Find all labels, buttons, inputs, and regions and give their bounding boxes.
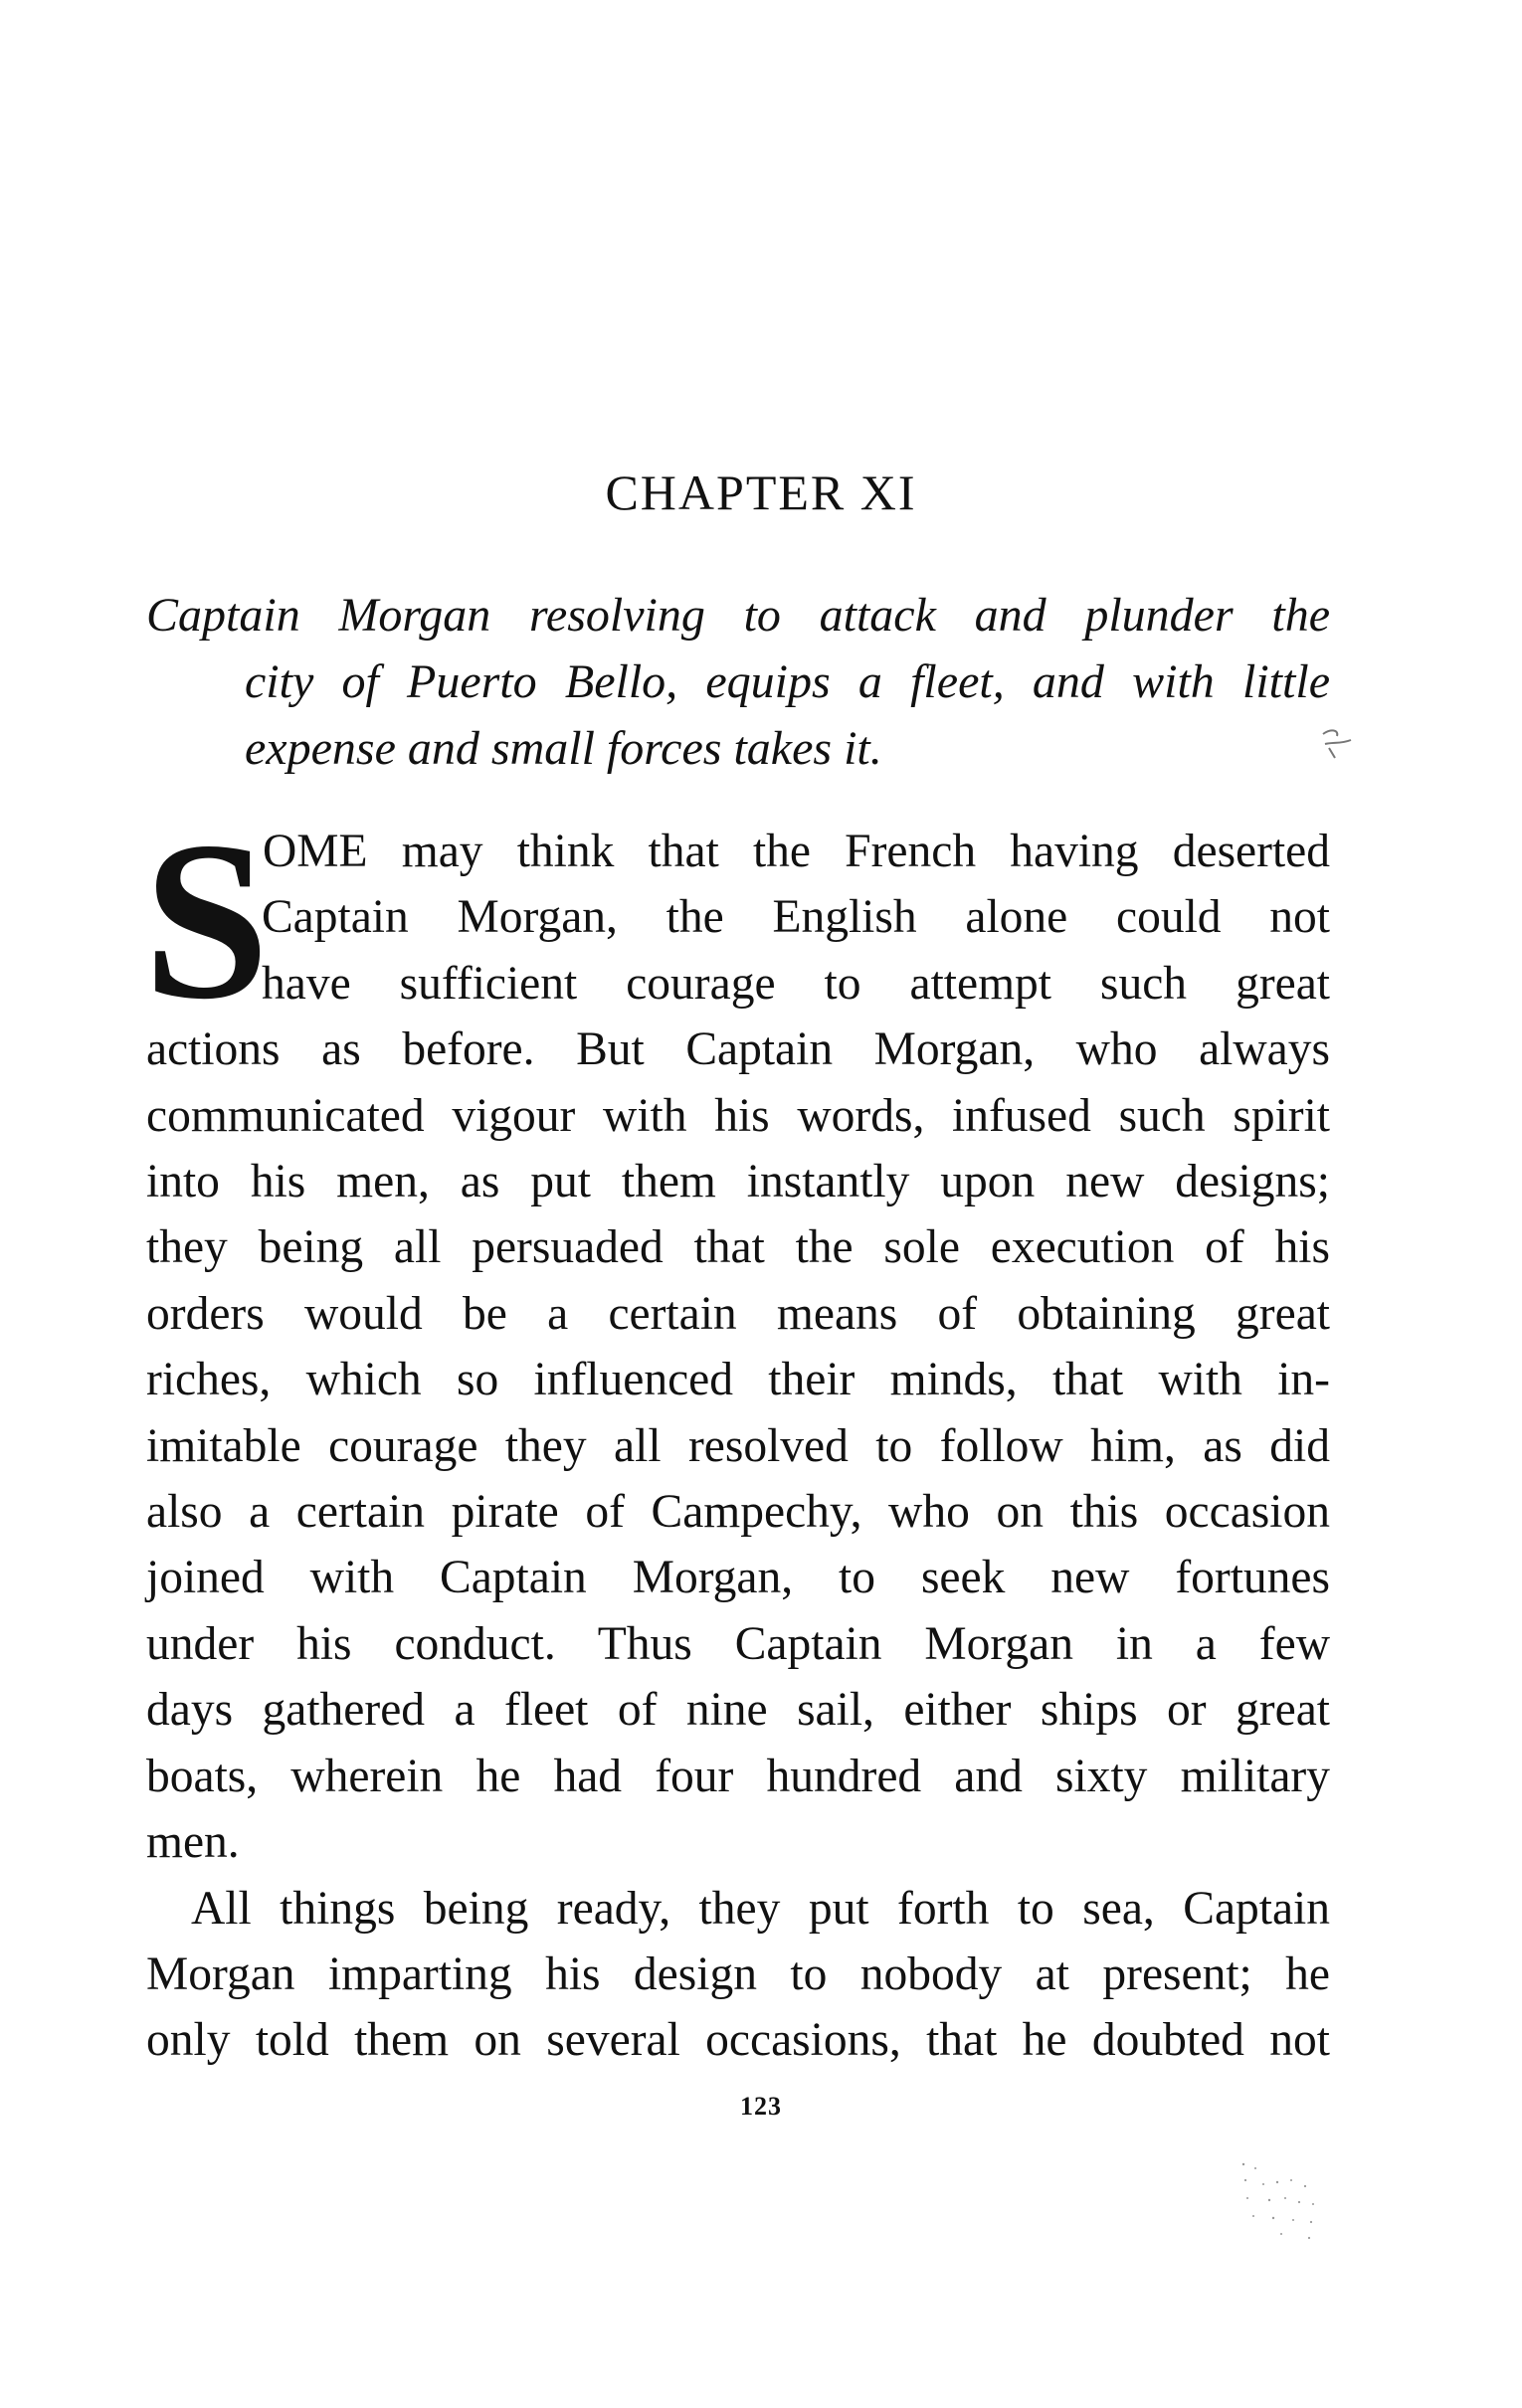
text-line: days gathered a fleet of nine sail, either ships or great [146,1684,1330,1737]
text-line: also a certain pirate of Campechy, who on this occasion [146,1486,1330,1539]
summary-line: expense and small forces takes it. [245,722,882,775]
summary-line: Captain Morgan resolving to attack and plunder the [146,589,1330,642]
text-line: Morgan imparting his design to nobody at present; he [146,1947,1330,2000]
text-line: under his conduct. Thus Captain Morgan in a few [146,1617,1330,1670]
page-number: 123 [740,2092,782,2121]
body-text [146,819,1330,2074]
text-line: OME may think that the French having deserted [263,826,1330,877]
chapter-summary [146,582,1330,782]
text-line: into his men, as put them instantly upon new designs; [146,1156,1330,1208]
text-line: Captain Morgan, the English alone could not [262,891,1330,944]
text-line: actions as before. But Captain Morgan, who always [146,1023,1330,1076]
text-line: riches, which so influenced their minds, that with in- [146,1354,1330,1406]
text-line: communicated vigour with his words, infused such spirit [146,1089,1330,1142]
text-line: All things being ready, they put forth to sea, Captain [191,1882,1330,1935]
text-line: only told them on several occasions, that he doubted not [146,2014,1330,2067]
pencil-mark [1315,724,1361,764]
text-line: men. [146,1816,240,1869]
text-line: imitable courage they all resolved to follow him, as did [146,1419,1330,1472]
drop-cap: S [143,796,270,1046]
text-line: they being all persuaded that the sole execution of his [146,1221,1330,1274]
text-line: boats, wherein he had four hundred and sixty military [146,1750,1330,1802]
paper-specks [1234,2158,1353,2248]
chapter-heading: CHAPTER XI [605,464,917,520]
text-line: joined with Captain Morgan, to seek new fortunes [146,1552,1330,1604]
summary-line: city of Puerto Bello, equips a fleet, and with little [245,655,1330,708]
text-line: orders would be a certain means of obtaining great [146,1287,1330,1340]
text-line: have sufficient courage to attempt such great [262,957,1330,1010]
